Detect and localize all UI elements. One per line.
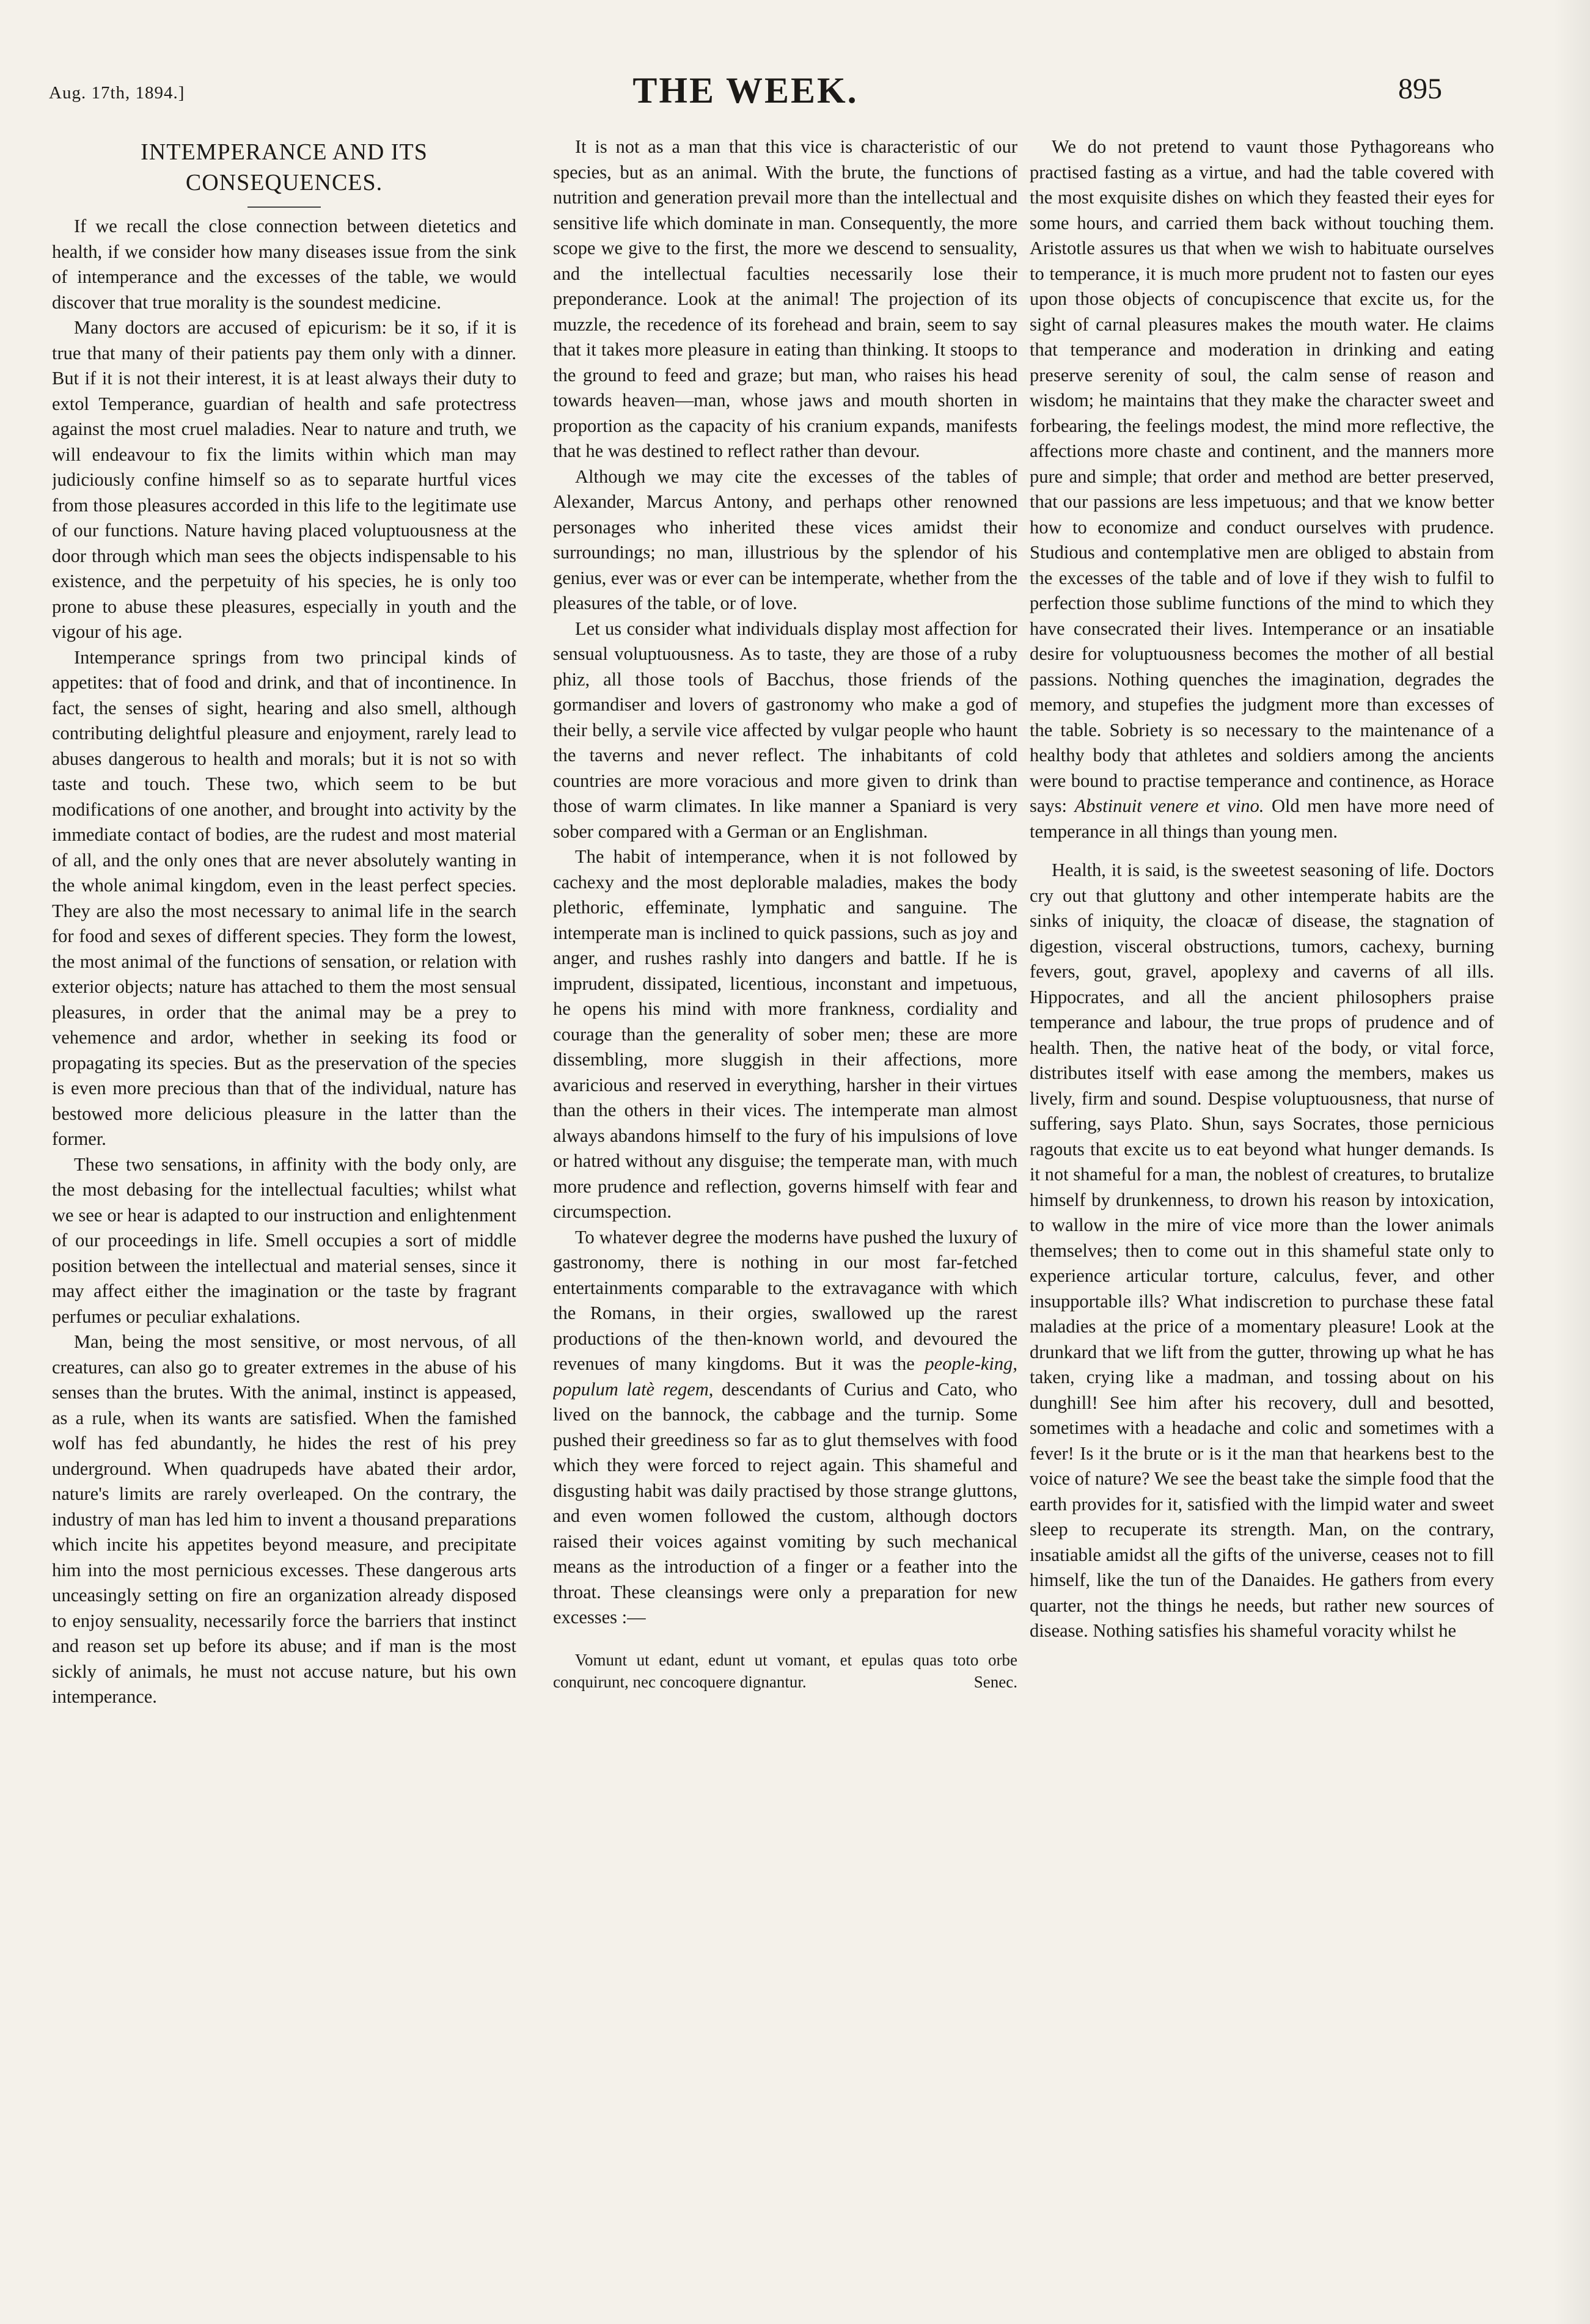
paragraph: Intemperance springs from two principal kinds of appetites: that of food and drink, and that of incontinence. In fact, the senses of sight, hearing and also smell, although contributing delightful pleasure and enjoyment, rarely lead to abuses dangerous to health and morals; but it is not so with taste and touch. These two, which seem to be but modifications of one another, and brought into activity by the immediate contact of bodies, are the rudest and most material of all, and the only ones that are never absolutely wanting in the whole animal kingdom, even in the least perfect species. They are also the most necessary to animal life in the search for food and sexes of different species. They form the lowest, the most animal of the functions of sensation, or relation with exterior objects; nature has attached to them the most sensual pleasures, in order that the animal may be a prey to vehemence and ardor, whether in seeking its food or propagating its species. But as the preservation of the species is even more precious than that of the individual, nature has bestowed more delicious pleasure in the latter than the former. — [52, 646, 516, 1149]
latin-quotation: Vomunt ut edant, edunt ut vomant, et epulas quas toto orbe conquirunt, nec concoquere dignantur. — [553, 1650, 1017, 1691]
italic-phrase: people-king, populum latè regem, — [553, 1353, 1017, 1400]
column-1 — [52, 134, 516, 2297]
text-run: descendants of Curius and Cato, who lived on the bannock, the cabbage and the turnip. Some pushed their greediness so far as to glut themselves with food which they were forced to reject again. This shameful and disgusting habit was daily practised by those strange gluttons, and even women followed the custom, although doctors raised their voices against vomiting by such mechanical means as the introduction of a finger or a feather into the throat. These cleansings were only a preparation for new excesses :— — [553, 1378, 1017, 1628]
paragraph: These two sensations, in affinity with the body only, are the most debasing for the intellectual faculties; whilst what we see or hear is adapted to our instruction and enlightenment of our proceedings in life. Smell occupies a sort of middle position between the intellectual and material senses, since it may affect either the imagination or the taste by fragrant perfumes or peculiar exhalations. — [52, 1153, 516, 1327]
column-3 — [1030, 134, 1494, 2297]
issue-date: Aug. 17th, 1894.] — [49, 83, 185, 103]
page-number: 895 — [1398, 73, 1442, 105]
article-columns — [52, 134, 1494, 2297]
paragraph: Man, being the most sensitive, or most nervous, of all creatures, can also go to greater extremes in the abuse of his senses than the brutes. With the animal, instinct is appeased, as a rule, when its wants are satisfied. When the famished wolf has fed abundantly, he hides the rest of his prey underground. When quadrupeds have abated their ardor, nature's limits are rarely overleaped. On the contrary, the industry of man has led him to invent a thousand preparations which incite his appetites beyond measure, and precipitate him into the most pernicious excesses. These dangerous arts unceasingly setting on fire an organization already disposed to enjoy sensuality, necessarily force the barriers that instinct and reason set up before its abuse; and if man is the most sickly of animals, he must not accuse nature, but his own intemperance. — [52, 1331, 516, 1707]
paragraph: Many doctors are accused of epicurism: be it so, if it is true that many of their patients pay them only with a dinner. But if it is not their interest, it is at least always their duty to extol Temperance, guardian of health and safe protectress against the most cruel maladies. Near to nature and truth, we will endeavour to fix the limits within which man may judiciously confine himself so as to separate hurtful vices from those pleasures accorded in this life to the legitimate use of our functions. Nature having placed voluptuousness at the door through which man sees the objects indispensable to his existence, and the perpetuity of his species, he is only too prone to abuse these pleasures, especially in youth and the vigour of his age. — [52, 317, 516, 642]
paragraph — [553, 1225, 1017, 1631]
paragraph: Let us consider what individuals display most affection for sensual voluptuousness. As to taste, they are those of a ruby phiz, all those tools of Bacchus, those friends of the gormandiser and lovers of gastronomy who make a god of their belly, a servile vice affected by vulgar people who haunt the taverns and never reflect. The inhabitants of cold countries are more voracious and more given to drink than those of warm climates. In like manner a Spaniard is very sober compared with a German or an Englishman. — [553, 618, 1017, 842]
column-2 — [553, 134, 1017, 2297]
paragraph-gap — [1030, 844, 1494, 858]
paragraph: It is not as a man that this vice is characteristic of our species, but as an animal. With the brute, the functions of nutrition and generation prevail more than the intellectual and sensitive life which dominate in man. Consequently, the more scope we give to the first, the more we descend to sensuality, and the intellectual faculties necessarily lose their preponderance. Look at the animal! The projection of its muzzle, the recedence of its forehead and brain, seem to say that it takes more pleasure in eating than thinking. It stoops to the ground to feed and graze; but man, who raises his head towards heaven—man, whose jaws and mouth shorten in proportion as the capacity of his cranium expands, manifests that he was destined to reflect rather than devour. — [553, 136, 1017, 461]
title-rule — [247, 206, 321, 208]
page-edge-shadow — [1553, 0, 1590, 2324]
quotation-source: Senec. — [973, 1672, 1017, 1691]
article-title: INTEMPERANCE AND ITS CONSEQUENCES. — [141, 139, 428, 195]
paragraph — [1030, 134, 1494, 844]
paragraph: Health, it is said, is the sweetest seasoning of life. Doctors cry out that gluttony and other intemperate habits are the sinks of iniquity, the cloacæ of disease, the stagnation of digestion, visceral obstructions, tumors, cachexy, burning fevers, gout, gravel, apoplexy and caverns of all ills. Hippocrates, and all the ancient philosophers praise temperance and labour, the true props of prudence and of health. Then, the native heat of the body, or vital force, distributes itself with ease among the members, makes us lively, firm and sound. Despise voluptuousness, that nurse of suffering, says Plato. Shun, says Socrates, those pernicious ragouts that excite us to eat beyond what hunger demands. Is it not shameful for a man, the noblest of creatures, to brutalize himself by drunkenness, to drown his reason by intoxication, to wallow in the mire of vice more than the lower animals themselves; then to come out in this shameful state only to experience articular torture, calculus, fever, and other insupportable ills? What indiscretion to purchase these fatal maladies at the price of a momentary pleasure! Look at the drunkard that we lift from the gutter, throwing up what he has taken, crying like a madman, and tossing about on his dunghill! See him after his recovery, dull and besotted, sometimes with a headache and colic and sometimes with a fever! Is it the brute or is it the man that hearkens best to the voice of nature? We see the beast take the simple food that the earth provides for it, satisfied with the limpid water and sweet sleep to recuperate its strength. Man, on the contrary, insatiable amidst all the gifts of the universe, ceases not to fill himself, like the tun of the Danaides. He gathers from every quarter, not the things he needs, but rather new sources of disease. Nothing satisfies his shameful voracity whilst he — [1030, 860, 1494, 1641]
paragraph: The habit of intemperance, when it is not followed by cachexy and the most deplorable maladies, makes the body plethoric, effeminate, lymphatic and sanguine. The intemperate man is inclined to quick passions, such as joy and anger, and rushes rashly into dangers and battle. If he is imprudent, dissipated, licentious, inconstant and impetuous, he opens his mind with more frankness, cordiality and courage than the generality of sober men; these are more dissembling, more sluggish in their affections, more avaricious and reserved in everything, harsher in their virtues than the others in their vices. The intemperate man almost always abandons himself to the fury of his impulsions of love or hatred without any disguise; the temperate man, with much more prudence and reflection, governs himself with fear and circumspection. — [553, 846, 1017, 1222]
masthead — [49, 67, 1442, 122]
italic-phrase: Abstinuit venere et vino. — [1074, 795, 1264, 816]
text-run: We do not pretend to vaunt those Pythagoreans who practised fasting as a virtue, and had the table covered with the most exquisite dishes on which they feasted their eyes for some hours, and carried them back without touching them. Aristotle assures us that when we wish to habituate ourselves to temperance, it is much more prudent not to fasten our eyes upon those objects of concupiscence that excite us, for the sight of carnal pleasures makes the mouth water. He claims that temperance and moderation in drinking and eating preserve serenity of soul, the calm sense of reason and wisdom; he maintains that they make the character sweet and forbearing, the feelings modest, the mind more reflective, the affections more chaste and continent, and the manners more pure and simple; that order and method are better preserved, that our passions are less impetuous; and that we know better how to economize and conduct ourselves with prudence. Studious and contemplative men are obliged to abstain from the excesses of the table and of love if they wish to fulfil to perfection those sublime functions of the mind to which they have consecrated their lives. Intemperance or an insatiable desire for voluptuousness becomes the mother of all bestial passions. Nothing quenches the imagination, degrades the memory, and stupefies the judgment more than excesses of the table. Sobriety is so necessary to the maintenance of a healthy body that athletes and soldiers among the ancients were bound to practise temperance and continence, as Horace says: — [1030, 136, 1494, 816]
text-run: Old men have more need of temperance in all things than young men. — [1030, 795, 1494, 842]
publication-title: THE WEEK. — [632, 70, 859, 111]
paragraph: If we recall the close connection between dietetics and health, if we consider how many diseases issue from the sink of intemperance and the excesses of the table, we would discover that true morality is the soundest medicine. — [52, 216, 516, 313]
paragraph: Although we may cite the excesses of the tables of Alexander, Marcus Antony, and perhaps other renowned personages who inherited these vices amidst their surroundings; no man, illustrious by the splendor of his genius, ever was or ever can be intemperate, whether from the pleasures of the table, or of love. — [553, 466, 1017, 613]
text-run: To whatever degree the moderns have pushed the luxury of gastronomy, there is nothing in our most far-fetched entertainments comparable to the extravagance with which the Romans, in their orgies, swallowed up the rarest productions of the then-known world, and devoured the revenues of many kingdoms. But it was the — [553, 1226, 1017, 1374]
